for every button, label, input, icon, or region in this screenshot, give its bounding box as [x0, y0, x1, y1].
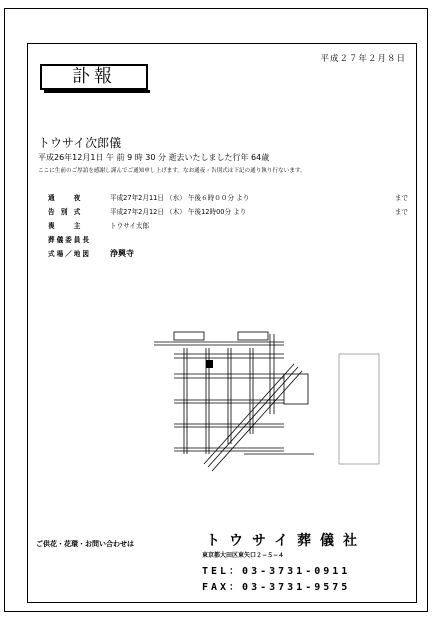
company-address: 東京都大田区東矢口２−５−４ [202, 552, 285, 559]
schedule-value: トウサイ太郎 [110, 222, 150, 230]
notice-text: ここに生前のご厚誼を感謝し謹んでご通知申し上げます。なお通夜・告別式は下記の通り執り行ないます。 [38, 168, 306, 174]
phone-number: TEL：03-3731-0911 [202, 566, 351, 577]
schedule-value: 平成27年2月12日 （木） 午後12時00分 より [110, 208, 247, 216]
schedule-value: 平成27年2月11日 （水） 午後６時００分 より [110, 194, 250, 202]
venue-map [154, 314, 414, 480]
schedule-row-funeral [48, 206, 408, 220]
venue-name: 浄興寺 [110, 249, 134, 258]
schedule-label: 通 夜 [48, 194, 83, 202]
notice-date: 平成２７年２月８日 [320, 54, 406, 64]
schedule-label: 葬儀委員長 [48, 236, 91, 244]
announcement-text: 平成26年12月1日 午 前 9 時 30 分 逝去いたしました行年 64歳 [38, 153, 270, 162]
fax-number: FAX：03-3731-9575 [202, 582, 351, 593]
schedule-label: 告 別 式 [48, 208, 83, 216]
schedule-label: 喪 主 [48, 222, 83, 230]
schedule-label: 式場／地図 [48, 250, 91, 258]
schedule-suffix: まで [394, 208, 408, 216]
schedule-row-wake [48, 192, 408, 206]
schedule-row-venue [48, 248, 408, 262]
schedule-suffix: まで [394, 194, 408, 202]
company-name: トウサイ葬儀社 [206, 533, 367, 549]
notice-title: 訃報 [40, 64, 148, 90]
contact-label: ご供花・花環・お問い合わせは [36, 540, 134, 548]
notice-card [27, 43, 417, 603]
schedule-row-committee-chair [48, 234, 408, 248]
page-border [4, 8, 428, 612]
schedule-table [48, 192, 408, 262]
deceased-name: トウサイ次郎儀 [38, 136, 122, 150]
schedule-row-chief-mourner [48, 220, 408, 234]
